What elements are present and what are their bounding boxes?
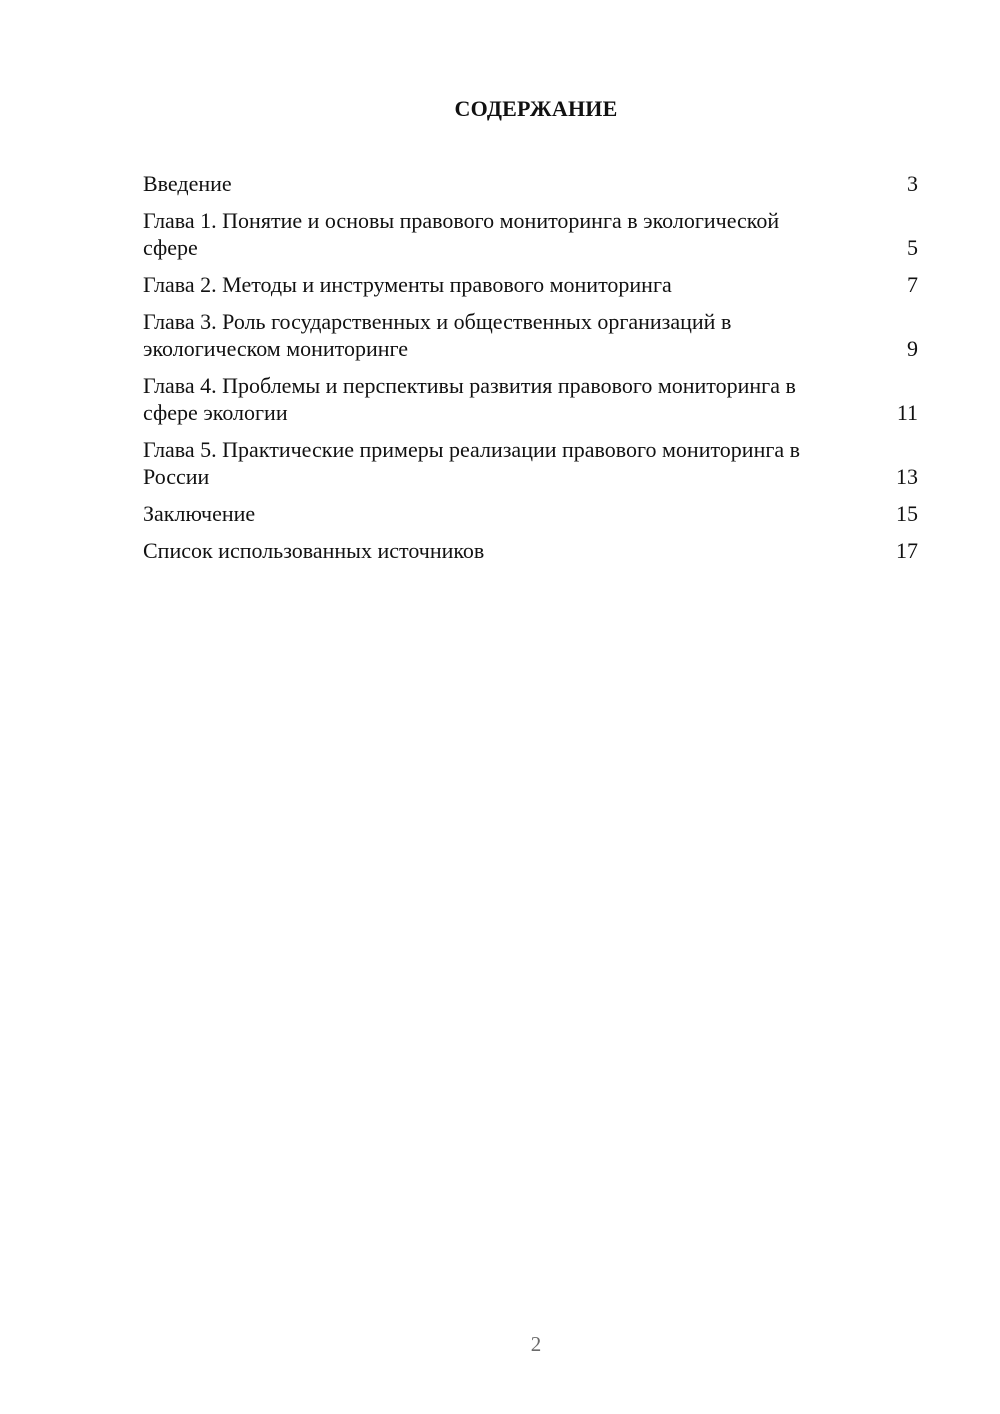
toc-entry-references [143, 537, 918, 564]
toc-entry-page: 5 [907, 235, 918, 260]
page-title: СОДЕРЖАНИЕ [454, 96, 618, 121]
page-number: 2 [530, 1332, 542, 1356]
toc-entry-page: 17 [896, 538, 918, 563]
toc-entry-chapter-4 [143, 372, 918, 426]
toc-entry-page: 13 [896, 464, 918, 489]
toc-entry-page: 7 [907, 272, 918, 297]
toc-entry-title: Глава 5. Практические примеры реализации правового мониторинга в России [143, 437, 801, 489]
toc-entry-chapter-5 [143, 436, 918, 490]
toc-entry-title: Список использованных источников [143, 538, 485, 563]
toc-entry-chapter-3 [143, 308, 918, 362]
toc-entry-chapter-1 [143, 207, 918, 261]
toc-entry-introduction [143, 170, 918, 197]
toc-entry-title: Глава 2. Методы и инструменты правового мониторинга [143, 272, 672, 297]
toc-entry-page: 9 [907, 336, 918, 361]
toc-entry-page: 15 [896, 501, 918, 526]
toc-entry-title: Заключение [143, 501, 256, 526]
toc-entry-title: Введение [143, 171, 232, 196]
toc-entry-page: 11 [896, 400, 918, 425]
toc-entry-conclusion [143, 500, 918, 527]
toc-entry-title: Глава 1. Понятие и основы правового мониторинга в экологической сфере [143, 208, 780, 260]
toc-entry-page: 3 [907, 171, 918, 196]
table-of-contents [143, 170, 918, 574]
toc-entry-title: Глава 4. Проблемы и перспективы развития правового мониторинга в сфере экологии [143, 373, 796, 425]
toc-entry-chapter-2 [143, 271, 918, 298]
toc-entry-title: Глава 3. Роль государственных и общественных организаций в экологическом мониторинге [143, 309, 732, 361]
